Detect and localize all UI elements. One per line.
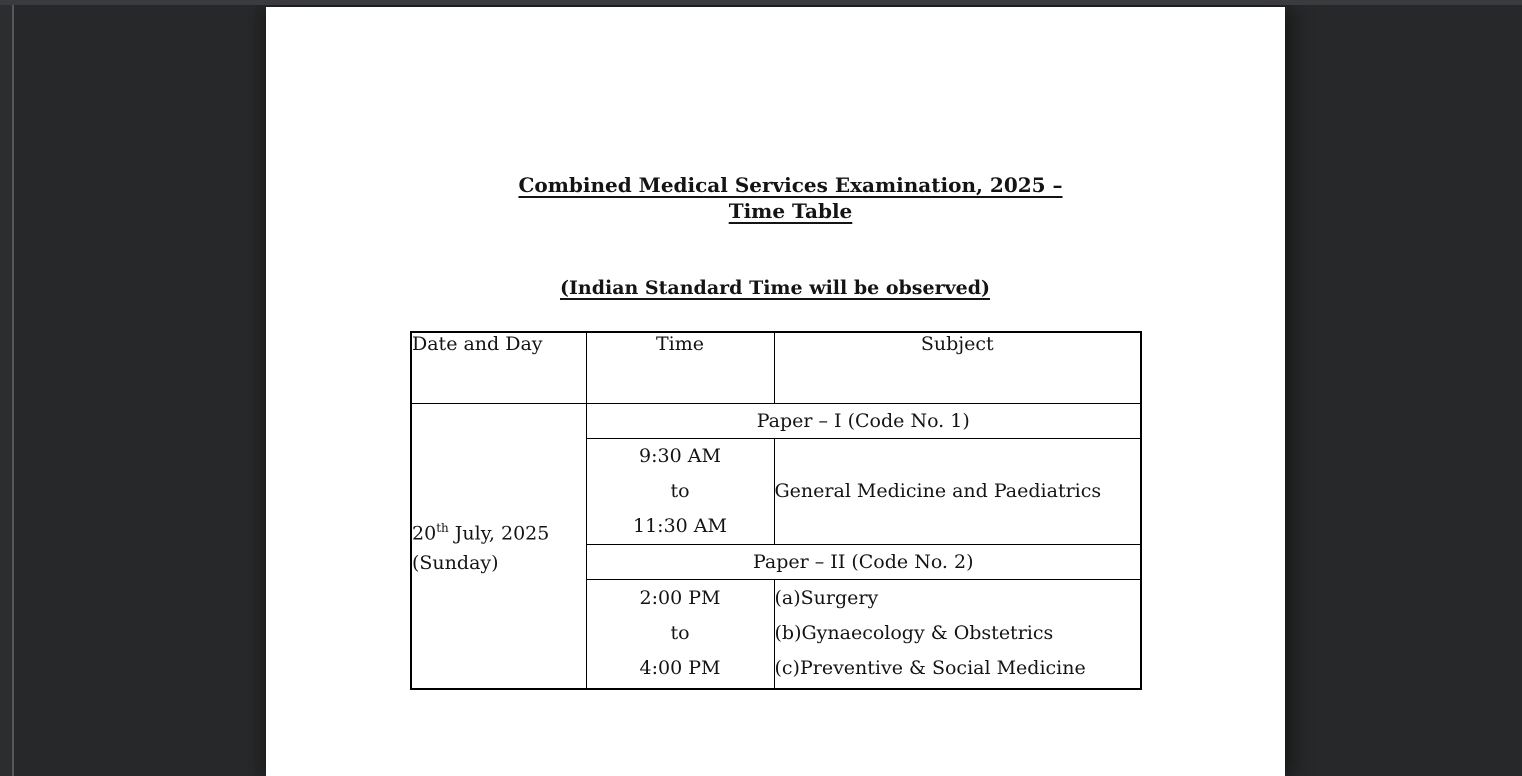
session2-subject-c: (c)Preventive & Social Medicine — [774, 657, 1086, 680]
session1-subject-cell — [774, 438, 1141, 544]
viewer-top-bar — [0, 0, 1522, 5]
session2-subject-a: (a)Surgery — [774, 587, 879, 610]
document-title-line1: Combined Medical Services Examination, 2025 – — [518, 173, 1063, 197]
session1-time-cell — [586, 438, 774, 544]
session1-time-to: to — [670, 479, 690, 502]
session2-time-cell — [586, 579, 774, 689]
timetable-header-row — [411, 332, 1141, 403]
date-day-cell — [411, 403, 586, 689]
header-time: Time — [586, 332, 774, 403]
paper1-title-cell: Paper – I (Code No. 1) — [586, 403, 1141, 438]
session1-time-start: 9:30 AM — [639, 444, 721, 467]
date-ordinal: th — [436, 520, 449, 535]
session2-time-start: 2:00 PM — [639, 587, 721, 610]
document-page — [266, 7, 1285, 776]
paper1-row — [411, 403, 1141, 438]
session2-subject-cell — [774, 579, 1141, 689]
session1-time-end: 11:30 AM — [633, 514, 727, 537]
session2-time-to: to — [670, 622, 690, 645]
date-text: 20th July, 2025 — [412, 520, 550, 545]
session2-subject-b: (b)Gynaecology & Obstetrics — [774, 622, 1054, 645]
session2-time-end: 4:00 PM — [639, 657, 721, 680]
viewer-panel-divider — [12, 5, 14, 776]
session1-subject: General Medicine and Paediatrics — [774, 480, 1102, 502]
viewer-left-panel-edge — [0, 5, 12, 776]
document-title — [296, 172, 1285, 224]
timetable — [410, 331, 1142, 690]
paper2-title-cell: Paper – II (Code No. 2) — [586, 544, 1141, 579]
day-text: (Sunday) — [412, 551, 499, 574]
document-subtitle: (Indian Standard Time will be observed) — [560, 277, 990, 299]
header-subject: Subject — [774, 332, 1141, 403]
header-date-day: Date and Day — [411, 332, 586, 403]
document-title-line2: Time Table — [728, 199, 853, 223]
